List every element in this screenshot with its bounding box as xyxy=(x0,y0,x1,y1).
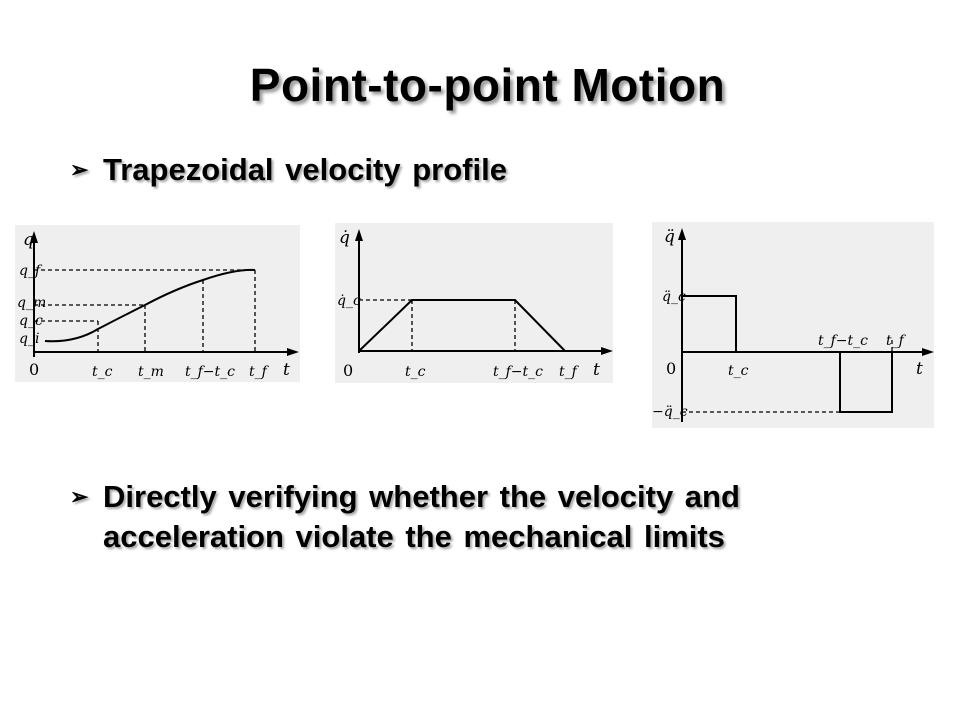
position-profile-figure xyxy=(15,225,300,382)
label-qc: q_c xyxy=(19,313,43,329)
position-profile-plot xyxy=(15,225,300,382)
slide-title: Point-to-point Motion xyxy=(249,59,726,111)
label-tf-minus-tc: t_f−t_c xyxy=(818,333,869,349)
x-axis-arrow xyxy=(601,347,613,355)
y-axis-arrow xyxy=(678,228,686,240)
negative-accel-pulse xyxy=(840,352,892,412)
velocity-profile-figure xyxy=(335,223,613,383)
arrow-bullet-icon: ➢ xyxy=(70,484,89,509)
velocity-profile-plot xyxy=(335,223,613,383)
label-tc: t_c xyxy=(405,364,426,380)
bullet-verify-limits xyxy=(70,477,830,557)
y-axis-label: q xyxy=(23,230,34,250)
positive-accel-pulse xyxy=(682,296,736,352)
label-tf: t_f xyxy=(886,333,904,349)
arrow-bullet-icon: ➢ xyxy=(70,157,89,182)
label-qddot-c: q̈_c xyxy=(662,289,686,305)
label-qf: q_f xyxy=(19,263,41,279)
origin-label: 0 xyxy=(29,360,40,379)
label-tc: t_c xyxy=(728,363,749,379)
label-neg-qddot-c: −q̈_c xyxy=(652,404,688,420)
y-axis-label: q̇ xyxy=(339,228,350,248)
label-tf-minus-tc: t_f−t_c xyxy=(493,364,544,380)
label-qm: q_m xyxy=(17,295,47,311)
label-qi: q_i xyxy=(19,331,40,347)
x-axis-arrow xyxy=(922,348,934,356)
guide-lines xyxy=(682,340,892,412)
guide-lines xyxy=(359,300,515,351)
label-qdot-c: q̇_c xyxy=(337,293,361,309)
label-tf: t_f xyxy=(559,364,577,380)
label-tf: t_f xyxy=(249,364,267,380)
bullet-text: Directly verifying whether the velocity and acceleration violate the mechanical limits xyxy=(103,479,740,554)
label-tc: t_c xyxy=(92,364,113,380)
velocity-trapezoid xyxy=(359,300,565,351)
y-axis-label: q̈ xyxy=(664,227,675,247)
acceleration-profile-plot xyxy=(652,222,934,428)
x-axis-label: t xyxy=(283,360,290,380)
origin-label: 0 xyxy=(343,361,354,380)
x-axis-label: t xyxy=(593,360,600,380)
origin-label: 0 xyxy=(666,359,677,378)
label-tm: t_m xyxy=(138,364,164,380)
acceleration-profile-figure xyxy=(652,222,934,428)
bullet-text: Trapezoidal velocity profile xyxy=(103,152,507,187)
y-axis-arrow xyxy=(355,229,363,241)
x-axis-label: t xyxy=(916,359,923,379)
x-axis-arrow xyxy=(287,348,299,356)
label-tf-minus-tc: t_f−t_c xyxy=(185,364,236,380)
bullet-trapezoidal xyxy=(70,150,507,190)
